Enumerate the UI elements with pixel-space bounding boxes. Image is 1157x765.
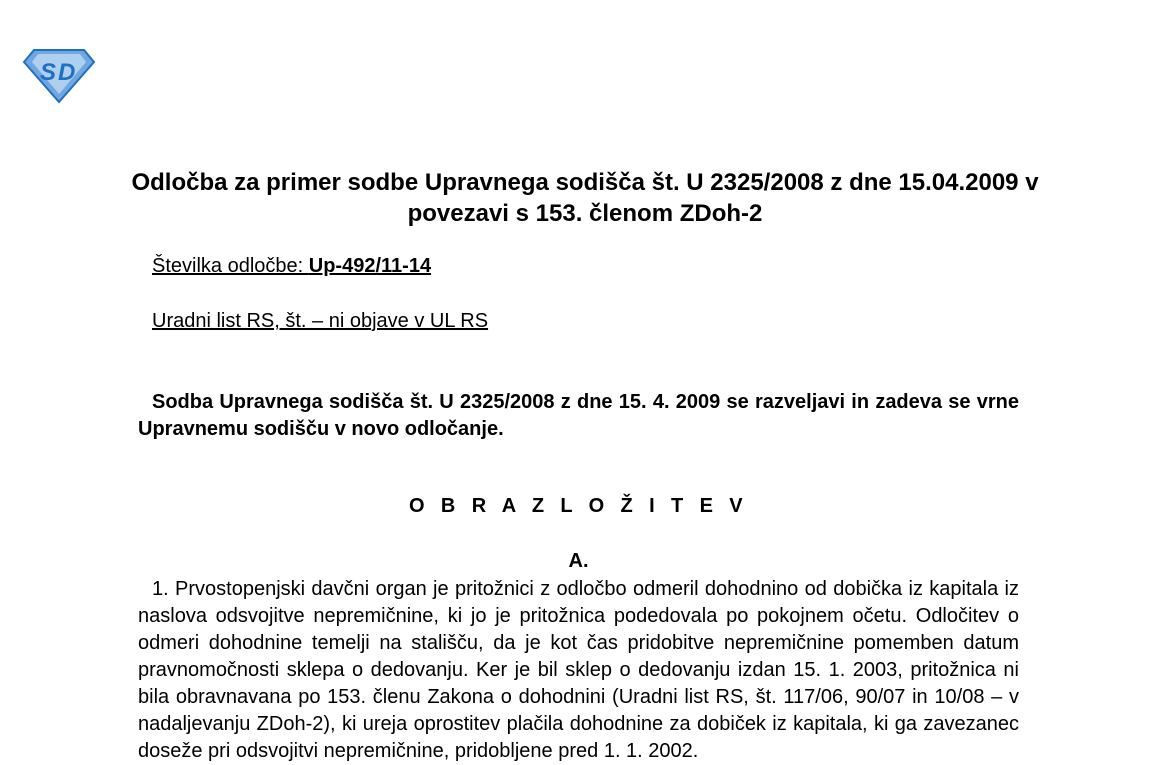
ruling-text: Sodba Upravnega sodišča št. U 2325/2008 z dne 15. 4. 2009 se razveljavi in zadeva se vrne Upravnemu sodišču v novo odločanje.: [138, 391, 1019, 440]
ruling-paragraph: [138, 389, 1019, 443]
decision-number-label: Številka odločbe:: [152, 255, 309, 277]
court-logo-icon: [22, 48, 96, 104]
decision-number: Up-492/11-14: [308, 255, 432, 277]
decision-number-line: [152, 255, 431, 278]
svg-text:S: S: [40, 59, 57, 86]
document-title: Odločba za primer sodbe Upravnega sodišča št. U 2325/2008 z dne 15.04.2009 v povezavi s 153. členom ZDoh-2: [131, 169, 1039, 227]
body-paragraph: [138, 576, 1019, 765]
section-heading: O B R A Z L O Ž I T E V: [408, 495, 749, 517]
svg-text:D: D: [58, 59, 76, 86]
gazette-line: Uradni list RS, št. – ni objave v UL RS: [152, 310, 489, 332]
section-letter: A.: [568, 550, 589, 572]
paragraph-text: 1. Prvostopenjski davčni organ je pritožnici z odločbo odmeril dohodnino od dobička iz kapitala iz naslova odsvojitve nepremičnine, ki jo je pritožnica podedovala po pokojnem očetu. Odločitev o odmeri dohodnine temelji na stališču, da je kot čas pridobitve nepremičnine pomemben datum pravnomočnosti sklepa o dedovanju. Ker je bil sklep o dedovanju izdan 15. 1. 2003, pritožnica ni bila obravnavana po 153. členu Zakona o dohodnini (Uradni list RS, št. 117/06, 90/07 in 10/08 – v nadaljevanju ZDoh-2), ki ureja oprostitev plačila dohodnine za dobiček iz kapitala, ki ga zavezanec doseže pri odsvojitvi nepremičnine, pridobljene pred 1. 1. 2002.: [138, 578, 1019, 762]
